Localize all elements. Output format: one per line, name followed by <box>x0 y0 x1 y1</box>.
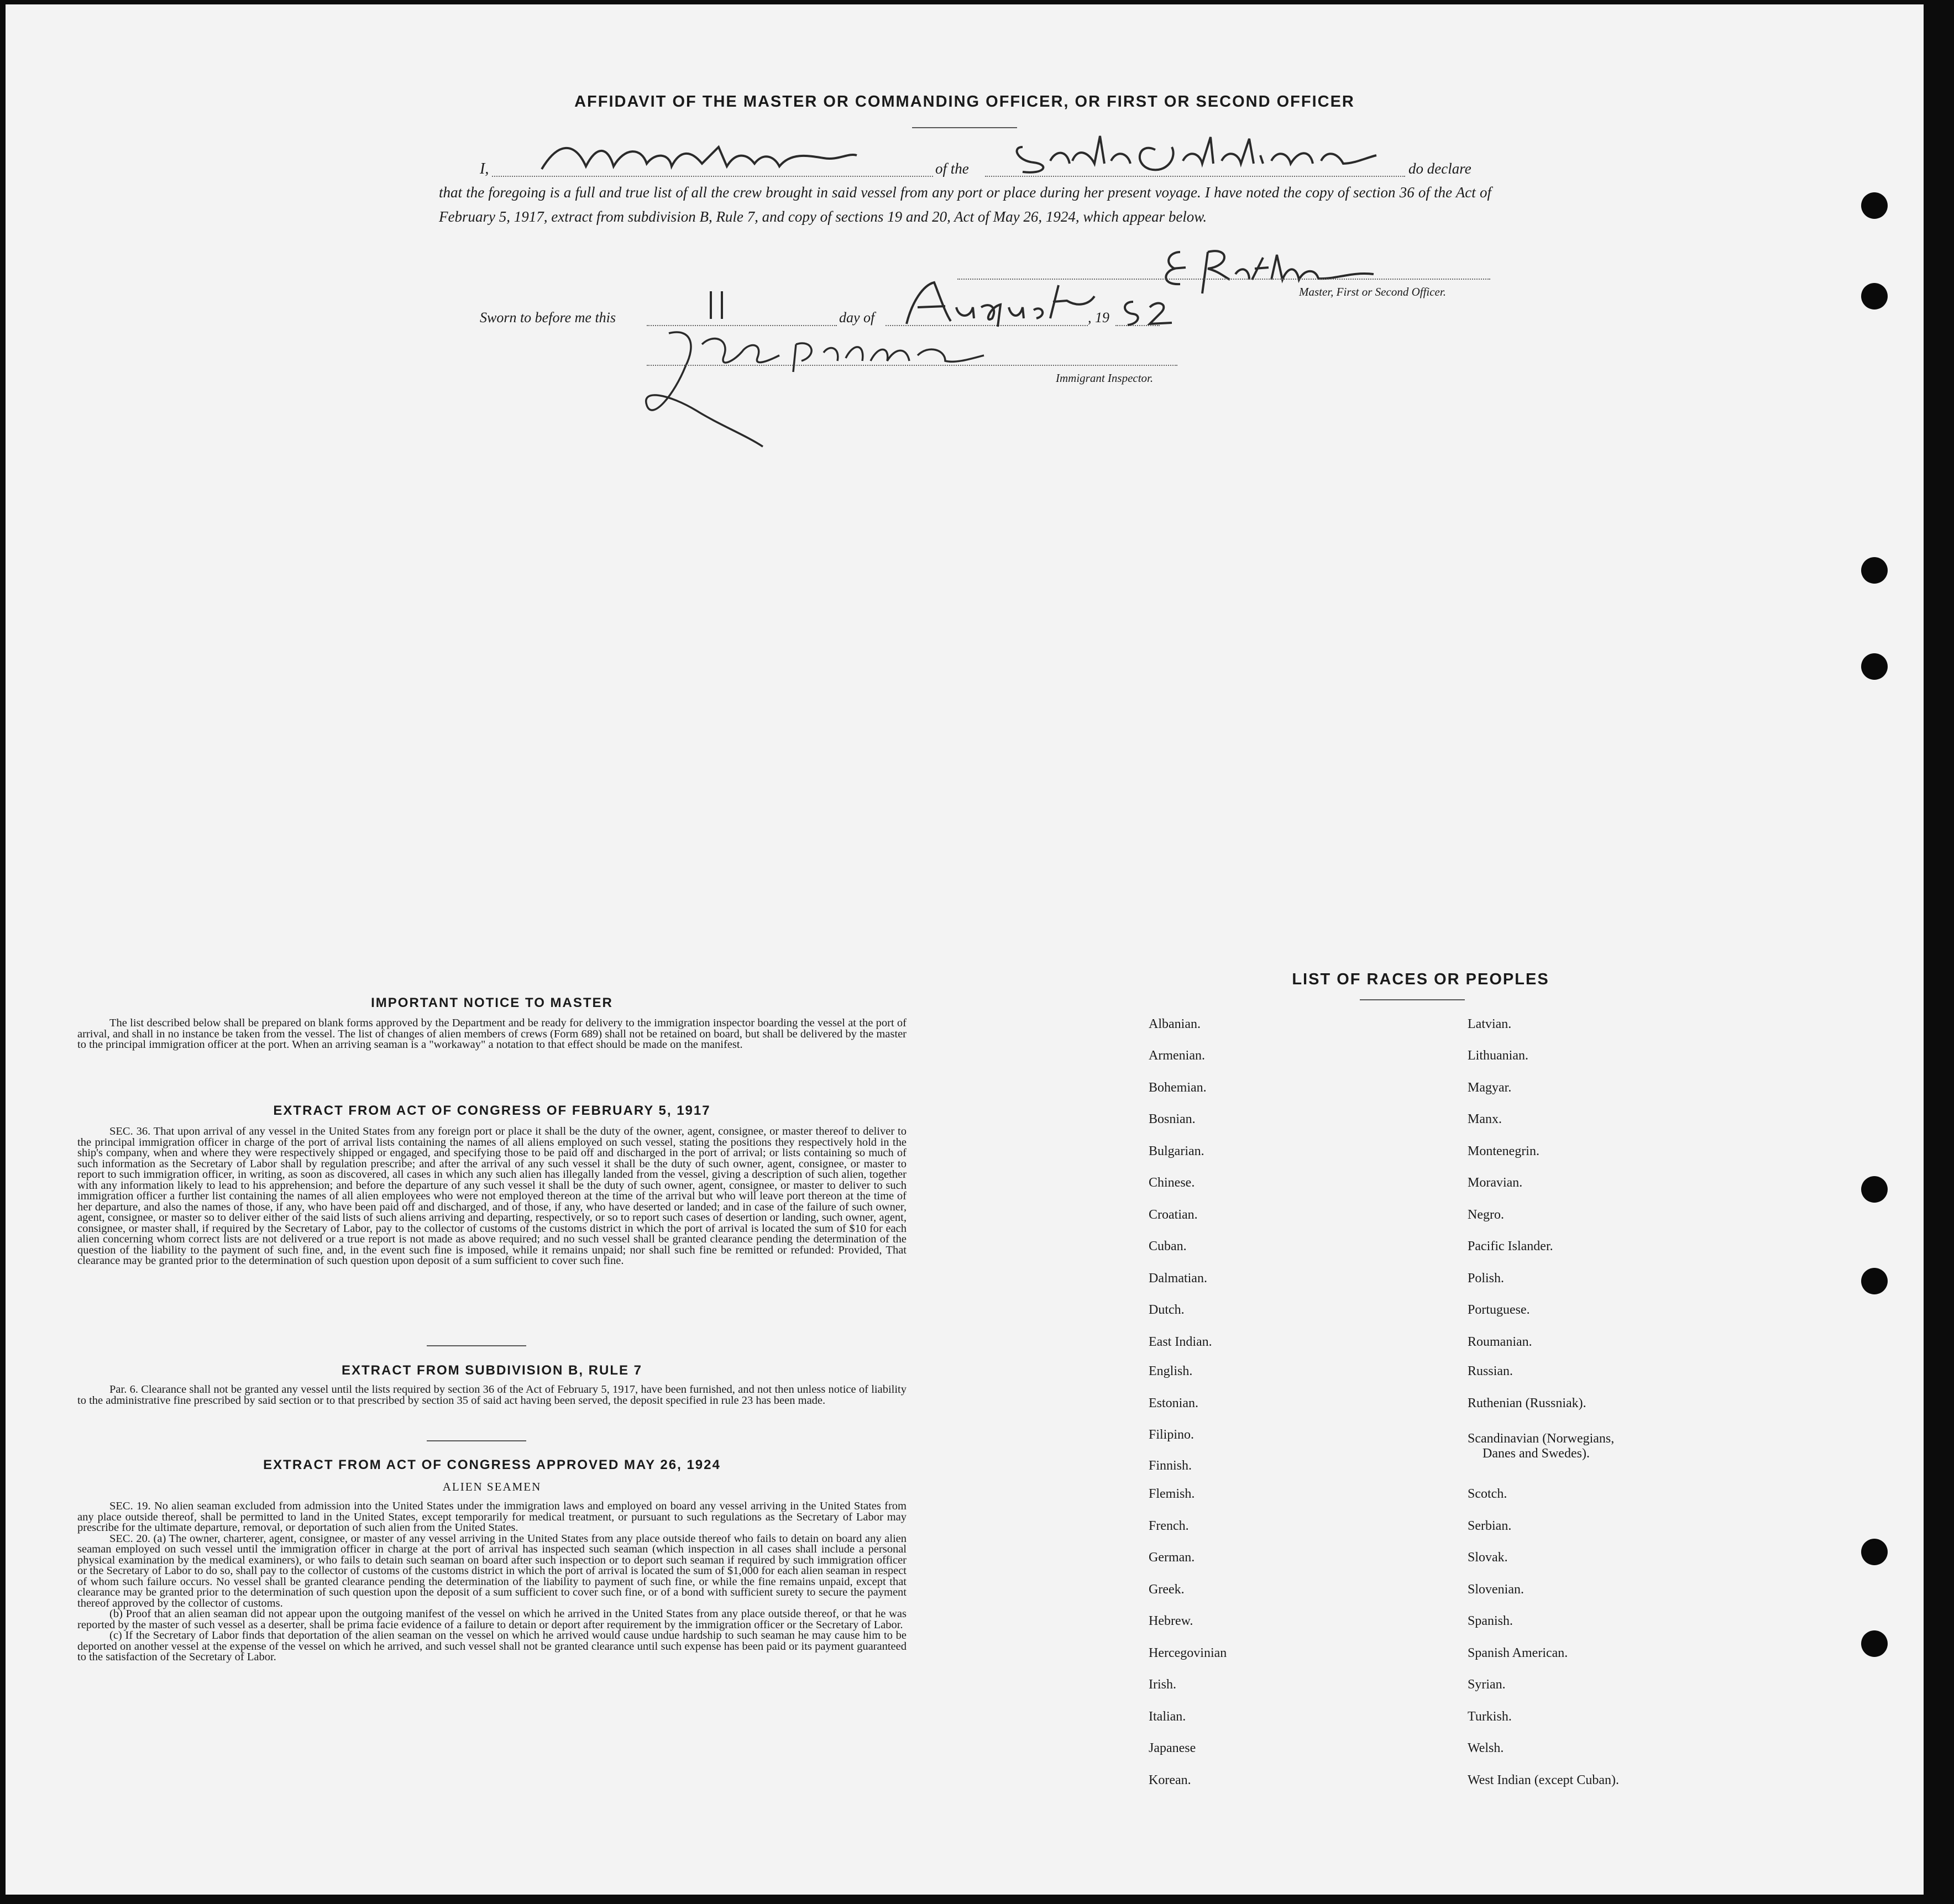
race-item: Montenegrin. <box>1468 1144 1539 1158</box>
divider-1917 <box>427 1345 526 1346</box>
punch-hole <box>1861 653 1888 680</box>
sec20b-paragraph: (b) Proof that an alien seaman did not appear upon the outgoing manifest of the vessel on which he arrived in the United States from any place outside thereof, or that he was reported by the master of such vessel as a deserter, shall be prima facie evidence of a failure to detain or deport after requirement by the immigration officer or the Secretary of Labor. <box>77 1608 907 1631</box>
race-item: Italian. <box>1149 1709 1186 1724</box>
punch-hole <box>1861 1176 1888 1203</box>
extract-1917-title: EXTRACT FROM ACT OF CONGRESS OF FEBRUARY 5, 1917 <box>273 1103 711 1118</box>
race-item: Croatian. <box>1149 1208 1198 1222</box>
race-item: Danes and Swedes). <box>1482 1446 1590 1461</box>
race-item: Scotch. <box>1468 1487 1507 1501</box>
races-title: LIST OF RACES OR PEOPLES <box>1292 971 1549 988</box>
race-item: West Indian (except Cuban). <box>1468 1773 1619 1787</box>
race-item: Albanian. <box>1149 1017 1201 1031</box>
race-item: Japanese <box>1149 1741 1196 1755</box>
race-item: English. <box>1149 1364 1193 1378</box>
notice-text <box>77 1018 907 1051</box>
race-item: Hercegovinian <box>1149 1646 1227 1660</box>
sec20c-paragraph: (c) If the Secretary of Labor finds that deportation of the alien seaman on the vessel on which he arrived would cause undue hardship to such seaman he may cause him to be deported on another vessel at the expense of the vessel on which he arrived, and such vessel shall not be granted clearance until such expense has been paid or its payment guaranteed to the satisfaction of the Secretary of Labor. <box>77 1629 907 1663</box>
race-item: Cuban. <box>1149 1239 1187 1253</box>
extract-1924-title: EXTRACT FROM ACT OF CONGRESS APPROVED MAY 26, 1924 <box>263 1457 721 1472</box>
race-item: Russian. <box>1468 1364 1513 1378</box>
document-page <box>6 4 1924 1895</box>
race-item: Filipino. <box>1149 1428 1195 1442</box>
sec19-paragraph: SEC. 19. No alien seaman excluded from admission into the United States under the immigration laws and employed on board any vessel arriving in the United States from any place outside thereof, shall be permitted to land in the United States, except temporarily for medical treatment, or pursuant to such regulations as the Secretary of Labor may prescribe for the ultimate departure, removal, or deportation of such alien from the United States. <box>77 1500 907 1534</box>
affidavit-line1-suffix: do declare <box>1408 160 1471 177</box>
punch-hole <box>1861 1268 1888 1294</box>
handwritten-master <box>536 136 868 180</box>
extract-rule7-text <box>77 1384 907 1406</box>
sec36-paragraph: SEC. 36. That upon arrival of any vessel in the United States from any foreign port or place it shall be the duty of the owner, agent, consignee, or master thereof to deliver to the principal immigration officer in charge of the port of arrival lists containing the names of all aliens employed on such vessel, stating the positions they respectively hold in the ship's company, when and where they were respectively shipped or engaged, and specifying those to be paid off and discharged in the port of arrival; or lists containing so much of such information as the Secretary of Labor shall by regulation prescribe; and after the arrival of any such vessel it shall be the duty of such owner, agent, consignee, or master to report to such immigration officer, in writing, as soon as discovered, all cases in which any such alien has illegally landed from the vessel, giving a description of such alien, together with any information likely to lead to his apprehension; and before the departure of any such vessel it shall be the duty of such owner, agent, consignee, or master to deliver to such immigration officer a further list containing the names of all alien employees who were not employed thereon at the time of the arrival but who will leave port thereon at the time of her departure, and also the names of those, if any, who have been paid off and discharged, and of those, if any, who have deserted or landed; and in case of the failure of such owner, agent, consignee, or master so to deliver either of the said lists of such aliens arriving and departing, respectively, or so to report such cases of desertion or landing, such owner, agent, consignee, or master shall, if required by the Secretary of Labor, pay to the collector of customs of the customs district in which the port of arrival is located the sum of $10 for each alien concerning whom correct lists are not delivered or a true report is not made as above required; and no such vessel shall be granted clearance pending the determination of the question of the liability to the payment of such fine, and, in the event such fine is imposed, while it remains unpaid; nor shall such fine be remitted or refunded: Provided, That clearance may be granted prior to the determination of such question upon deposit of a sum sufficient to cover such fine. <box>77 1125 907 1267</box>
race-item: Hebrew. <box>1149 1614 1193 1628</box>
divider-rule7 <box>427 1440 526 1441</box>
race-item: Chinese. <box>1149 1176 1195 1190</box>
extract-1924-subtitle: ALIEN SEAMEN <box>442 1480 542 1493</box>
sworn-day-word: day of <box>839 310 875 326</box>
affidavit-line1-prefix: I, <box>480 160 489 177</box>
par6-paragraph: Par. 6. Clearance shall not be granted any vessel until the lists required by section 36 of the Act of February 5, 1917, have been furnished, and not then unless notice of liability to the administrative fine prescribed by said section or to that prescribed by section 35 of said act having been served, the deposit specified in rule 23 has been made. <box>77 1383 907 1407</box>
extract-rule7-title: EXTRACT FROM SUBDIVISION B, RULE 7 <box>341 1363 643 1378</box>
race-item: Greek. <box>1149 1582 1185 1597</box>
race-item: Ruthenian (Russniak). <box>1468 1396 1586 1410</box>
sec20a-paragraph: SEC. 20. (a) The owner, charterer, agent, consignee, or master of any vessel arriving in the United States from any place outside thereof who fails to detain on board any alien seaman employed on such vessel until the immigration officer in charge at the port of arrival has inspected such seaman (which inspection in all cases shall include a personal physical examination by the medical examiners), or who fails to detain such seaman on board after such inspection or to deport such seaman if required by such immigration officer or the Secretary of Labor to do so, shall pay to the collector of customs of the customs district in which the port of arrival is located the sum of $1,000 for each alien seaman in respect of whom such failure occurs. No vessel shall be granted clearance pending the determination of the liability to payment of such fine, or while the fine remains unpaid, except that clearance may be granted prior to the determination of such question upon the deposit of a sum sufficient to cover such fine, or of a bond with sufficient surety to secure the payment thereof approved by the collector of customs. <box>77 1532 907 1609</box>
extract-1917-text <box>77 1126 907 1267</box>
race-item: Latvian. <box>1468 1017 1512 1031</box>
affidavit-title: AFFIDAVIT OF THE MASTER OR COMMANDING OFFICER, OR FIRST OR SECOND OFFICER <box>574 93 1355 111</box>
punch-hole <box>1861 192 1888 219</box>
handwritten-vessel <box>1012 130 1387 180</box>
master-caption: Master, First or Second Officer. <box>1299 285 1446 298</box>
race-item: Polish. <box>1468 1271 1505 1286</box>
race-item: Moravian. <box>1468 1176 1523 1190</box>
race-item: Pacific Islander. <box>1468 1239 1553 1253</box>
punch-hole <box>1861 1630 1888 1657</box>
handwritten-year <box>1117 296 1177 329</box>
punch-hole <box>1861 557 1888 584</box>
race-item: Scandinavian (Norwegians, <box>1468 1431 1615 1446</box>
race-item: Finnish. <box>1149 1459 1192 1473</box>
notice-paragraph: The list described below shall be prepared on blank forms approved by the Department and be ready for delivery to the immigration inspector boarding the vessel at the port of arrival, and shall in no instance be taken from the vessel. The list of changes of alien members of crews (Form 689) shall not be retained on board, but shall be delivered by the master to the principal immigration officer at the port. When an arriving seaman is a "workaway" a notation to that effect should be made on the manifest. <box>77 1017 907 1051</box>
race-item: Serbian. <box>1468 1519 1512 1533</box>
race-item: Slovenian. <box>1468 1582 1524 1597</box>
notice-title: IMPORTANT NOTICE TO MASTER <box>371 995 613 1010</box>
sworn-prefix: Sworn to before me this <box>480 310 616 326</box>
race-item: Manx. <box>1468 1112 1502 1126</box>
race-item: Spanish American. <box>1468 1646 1568 1660</box>
punch-hole <box>1861 283 1888 310</box>
affidavit-body: that the foregoing is a full and true list of all the crew brought in said vessel from any port or place during her present voyage. I have noted the copy of section 36 of the Act of February 5, 1917, extract from subdivision B, Rule 7, and copy of sections 19 and 20, Act of May 26, 1924, which appear below. <box>439 184 1491 225</box>
race-item: Slovak. <box>1468 1550 1508 1565</box>
inspector-caption: Immigrant Inspector. <box>1056 371 1154 385</box>
race-item: Roumanian. <box>1468 1335 1532 1349</box>
race-item: Bulgarian. <box>1149 1144 1204 1158</box>
race-item: Portuguese. <box>1468 1303 1530 1317</box>
sworn-year-prefix: , 19 <box>1088 310 1109 326</box>
race-item: Magyar. <box>1468 1080 1512 1095</box>
inspector-signature-line <box>647 365 1177 366</box>
punch-hole <box>1861 1539 1888 1565</box>
inspector-signature <box>636 311 989 455</box>
race-item: Syrian. <box>1468 1677 1506 1692</box>
race-item: Spanish. <box>1468 1614 1513 1628</box>
race-item: Bosnian. <box>1149 1112 1196 1126</box>
title-divider <box>912 127 1017 128</box>
race-item: Irish. <box>1149 1677 1176 1692</box>
race-item: Lithuanian. <box>1468 1048 1528 1063</box>
extract-1924-text <box>77 1501 907 1663</box>
race-item: Armenian. <box>1149 1048 1205 1063</box>
race-item: Negro. <box>1468 1208 1504 1222</box>
race-item: French. <box>1149 1519 1189 1533</box>
race-item: German. <box>1149 1550 1195 1565</box>
race-item: Welsh. <box>1468 1741 1504 1755</box>
race-item: Dutch. <box>1149 1303 1185 1317</box>
race-item: Flemish. <box>1149 1487 1195 1501</box>
affidavit-line1-of: of the <box>935 160 969 177</box>
race-item: Dalmatian. <box>1149 1271 1207 1286</box>
race-item: Bohemian. <box>1149 1080 1207 1095</box>
race-item: Turkish. <box>1468 1709 1512 1724</box>
race-item: East Indian. <box>1149 1335 1212 1349</box>
races-divider <box>1360 999 1465 1000</box>
race-item: Estonian. <box>1149 1396 1198 1410</box>
race-item: Korean. <box>1149 1773 1191 1787</box>
